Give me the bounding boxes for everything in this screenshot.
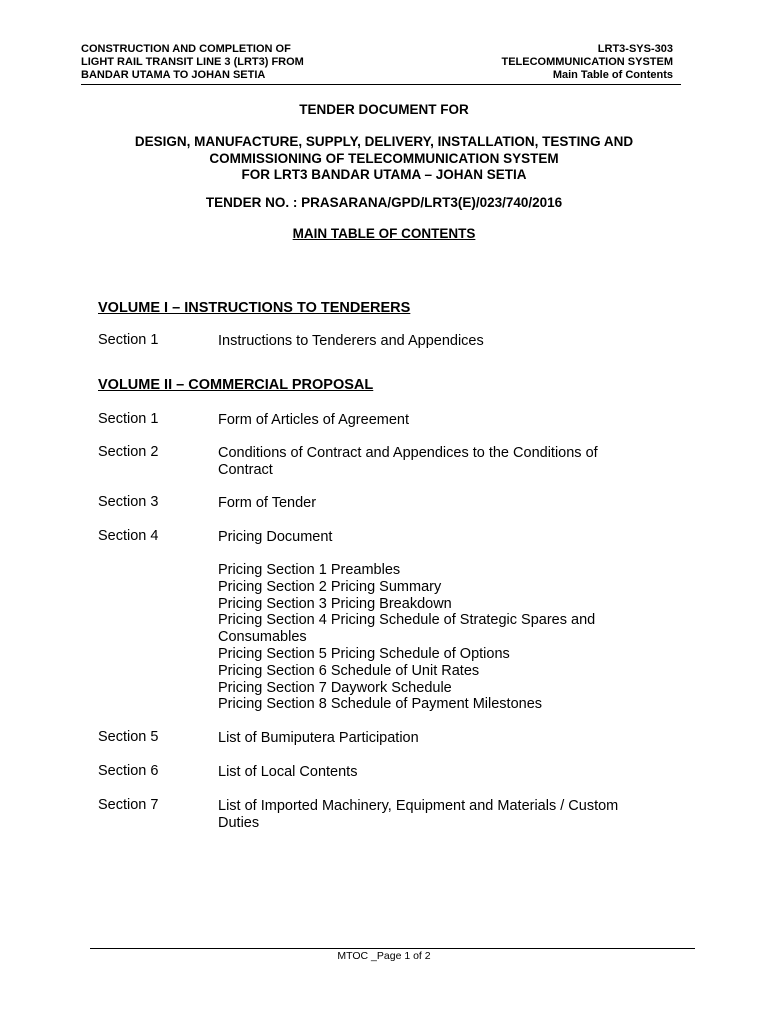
pricing-section-item: Pricing Section 5 Pricing Schedule of Options xyxy=(218,645,510,662)
section-label: Section 1 xyxy=(98,411,159,427)
section-description-line: Form of Articles of Agreement xyxy=(218,412,409,428)
section-description-line: Pricing Document xyxy=(218,529,333,545)
pricing-section-item: Pricing Section 1 Preambles xyxy=(218,562,401,578)
pricing-section-item: Pricing Section 2 Pricing Summary xyxy=(218,578,442,595)
section-description-line: Form of Tender xyxy=(218,495,317,511)
tender-scope-heading xyxy=(0,134,768,184)
section-label: Section 7 xyxy=(98,797,159,813)
section-label: Section 6 xyxy=(98,763,159,779)
pricing-section-item: Pricing Section 4 Pricing Schedule of Strategic Spares and xyxy=(218,612,596,629)
header-right-line: Main Table of Contents xyxy=(552,69,673,81)
tender-scope-line: COMMISSIONING OF TELECOMMUNICATION SYSTEM xyxy=(209,150,559,166)
header-left-line: BANDAR UTAMA TO JOHAN SETIA xyxy=(81,69,266,81)
pricing-section-item: Pricing Section 3 Pricing Breakdown xyxy=(218,595,452,612)
header-document-ref xyxy=(501,43,673,82)
volume-2-heading: VOLUME II – COMMERCIAL PROPOSAL xyxy=(98,377,374,393)
footer-divider xyxy=(90,948,695,949)
section-description xyxy=(218,529,648,546)
volume-1-heading: VOLUME I – INSTRUCTIONS TO TENDERERS xyxy=(98,300,411,316)
section-description-line: Conditions of Contract and Appendices to the Conditions of xyxy=(218,445,598,461)
main-toc-heading: MAIN TABLE OF CONTENTS xyxy=(292,226,476,241)
section-label: Section 2 xyxy=(98,444,159,460)
section-description-line: Contract xyxy=(218,462,273,478)
header-project-title xyxy=(81,43,304,82)
header-right-line: LRT3-SYS-303 xyxy=(597,43,673,55)
tender-document-heading: TENDER DOCUMENT FOR xyxy=(299,102,469,117)
tender-scope-line: DESIGN, MANUFACTURE, SUPPLY, DELIVERY, INSTALLATION, TESTING AND xyxy=(134,134,634,149)
pricing-section-item: Pricing Section 8 Schedule of Payment Milestones xyxy=(218,696,543,713)
section-description-line: List of Imported Machinery, Equipment and Materials / Custom xyxy=(218,798,619,814)
page-number: MTOC _Page 1 of 2 xyxy=(337,950,431,962)
pricing-section-item: Consumables xyxy=(218,629,307,646)
section-description xyxy=(218,495,648,512)
section-description-line: Duties xyxy=(218,815,260,831)
section-label: Section 4 xyxy=(98,528,159,544)
section-label: Section 5 xyxy=(98,729,159,745)
section-label: Section 1 xyxy=(98,332,159,348)
tender-scope-line: FOR LRT3 BANDAR UTAMA – JOHAN SETIA xyxy=(241,167,527,182)
section-label: Section 3 xyxy=(98,494,159,510)
section-description xyxy=(218,798,648,832)
section-description xyxy=(218,730,648,747)
section-description xyxy=(218,764,648,781)
header-right-line: TELECOMMUNICATION SYSTEM xyxy=(501,56,673,68)
tender-number: TENDER NO. : PRASARANA/GPD/LRT3(E)/023/740/2016 xyxy=(205,195,563,210)
pricing-section-item: Pricing Section 7 Daywork Schedule xyxy=(218,679,452,696)
header-left-line: LIGHT RAIL TRANSIT LINE 3 (LRT3) FROM xyxy=(81,56,304,68)
section-description-line: Instructions to Tenderers and Appendices xyxy=(218,333,484,349)
section-description xyxy=(218,333,648,350)
section-description-line: List of Local Contents xyxy=(218,764,358,780)
header-left-line: CONSTRUCTION AND COMPLETION OF xyxy=(81,43,291,55)
section-description-line: List of Bumiputera Participation xyxy=(218,730,419,746)
header-divider xyxy=(81,84,681,85)
pricing-sections-list xyxy=(218,562,595,713)
section-description xyxy=(218,412,648,429)
pricing-section-item: Pricing Section 6 Schedule of Unit Rates xyxy=(218,662,480,679)
section-description xyxy=(218,445,648,479)
